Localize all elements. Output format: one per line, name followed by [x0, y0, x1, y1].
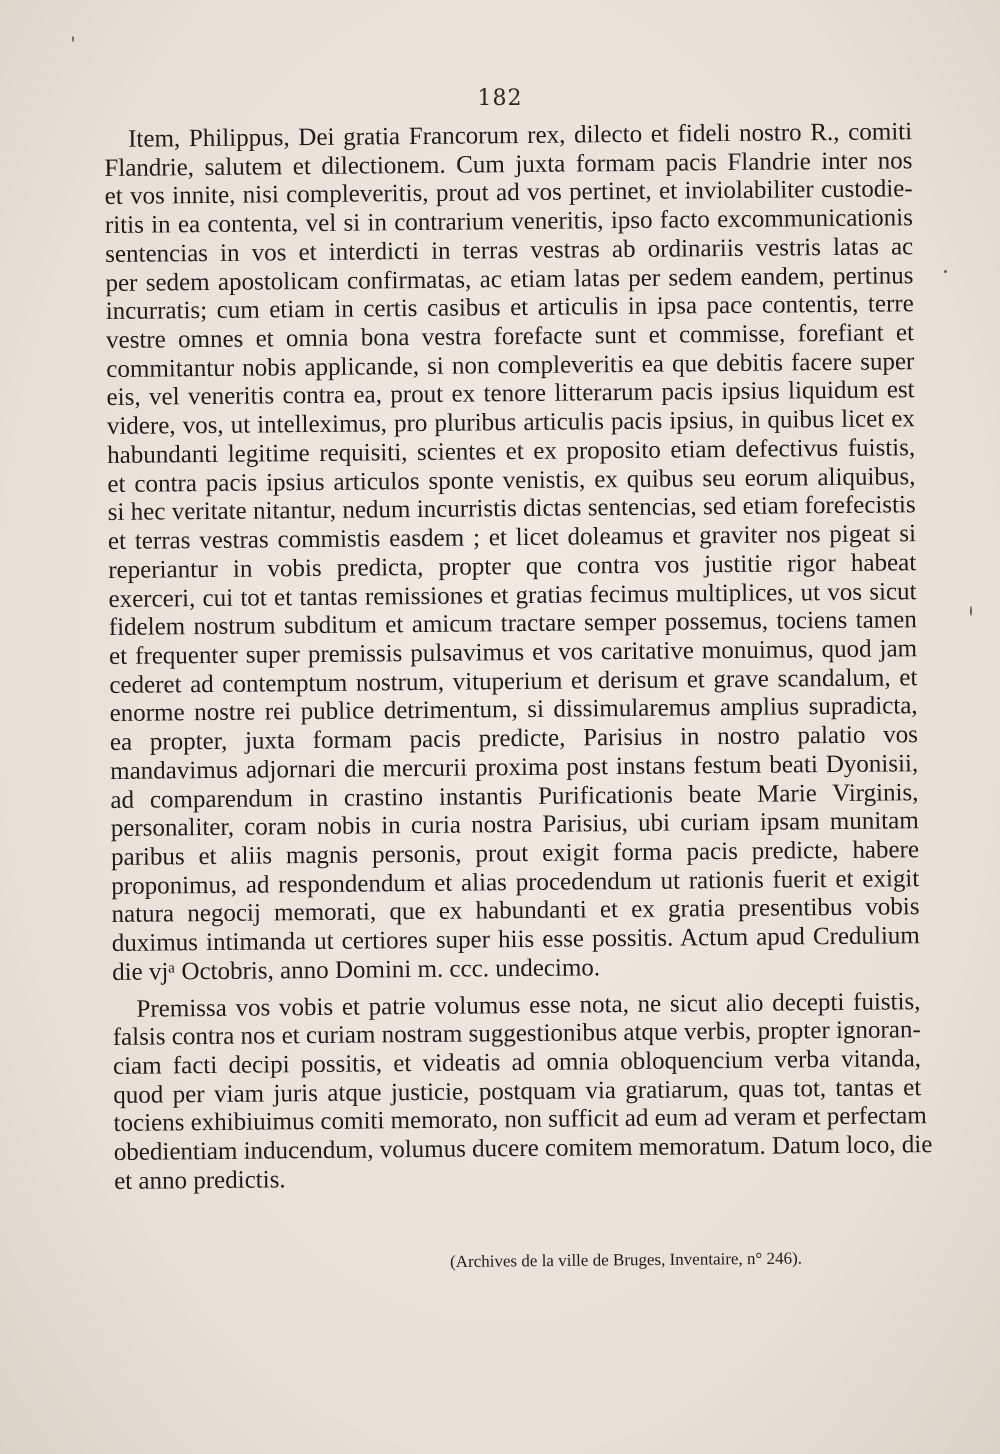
text-line: quod per viam juris atque justicie, postquam via gratiarum, quas tot, tantas et	[113, 1073, 922, 1109]
text-line: tociens exhibiuimus comiti memorato, non sufficit ad eum ad veram et perfectam	[113, 1102, 927, 1138]
text-line: enorme nostre rei publice detrimentum, si dissimularemus amplius supradicta,	[109, 692, 918, 728]
text-line: ad comparendum in crastino instantis Purificationis beate Marie Virginis,	[110, 778, 919, 814]
text-line: reperiantur in vobis predicta, propter que contra vos justitie rigor habeat	[108, 549, 917, 584]
text-line: sentencias in vos et interdicti in terras vestras ab ordinariis vestris latas ac	[105, 233, 914, 268]
text-line: videre, vos, ut intelleximus, pro pluribus articulis pacis ipsius, in quibus licet ex	[106, 405, 915, 441]
text-line: obedientiam inducendum, volumus ducere comitem memoratum. Datum loco, die	[113, 1131, 933, 1167]
text-line: vestre omnes et omnia bona vestra forefacte sunt et commisse, forefiant et	[105, 319, 915, 355]
text-line: et anno predictis.	[114, 1166, 286, 1195]
text-line: si hec veritate nitantur, nedum incurristis dictas sentencias, sed etiam forefecistis	[107, 491, 916, 527]
text-line: habundanti legitime requisiti, scientes et ex proposito etiam defectivus fuistis,	[107, 434, 916, 469]
archive-citation: (Archives de la ville de Bruges, Inventaire, n° 246).	[450, 1248, 803, 1271]
text-line: ciam facti decipi possitis, et videatis ad omnia obloquencium verba vitanda,	[112, 1045, 922, 1080]
paper-speck	[970, 606, 972, 616]
text-line: eis, vel veneritis contra ea, prout ex tenore litterarum pacis ipsius liquidum est	[106, 376, 915, 412]
text-line: Premissa vos vobis et patrie volumus esse nota, ne sicut alio decepti fuistis,	[136, 987, 921, 1023]
paper-speck	[72, 36, 74, 42]
text-line: ea propter, juxta formam pacis predicte, Parisius in nostro palatio vos	[109, 721, 919, 757]
text-line: falsis contra nos et curiam nostram suggestionibus atque verbis, propter ignoran-	[112, 1016, 921, 1052]
text-line: exerceri, cui tot et tantas remissiones et gratias fecimus multiplices, ut vos sicut	[108, 577, 917, 613]
text-line: mandavimus adjornari die mercurii proxima post instans festum beati Dyonisii,	[110, 750, 919, 785]
text-line: et terras vestras commistis easdem ; et licet doleamus et graviter nos pigeat si	[107, 520, 917, 556]
text-line: et vos innite, nisi compleveritis, prout ad vos pertinet, et inviolabiliter custodie-	[104, 175, 913, 211]
text-line: proponimus, ad respondendum et alias procedendum ut rationis fuerit et exigit	[111, 864, 920, 900]
text-line: personaliter, coram nobis in curia nostra Parisius, ubi curiam ipsam munitam	[110, 807, 919, 843]
text-line: per sedem apostolicam confirmatas, ac etiam latas per sedem eandem, pertinus	[105, 261, 914, 297]
text-line: paribus et aliis magnis personis, prout exigit forma pacis predicte, habere	[110, 836, 920, 871]
paragraph-2	[112, 987, 933, 1197]
text-line: die vjᵃ Octobris, anno Domini m. ccc. undecimo.	[111, 954, 601, 986]
text-line: Flandrie, salutem et dilectionem. Cum juxta formam pacis Flandrie inter nos	[104, 146, 913, 182]
text-line: fidelem nostrum subditum et amicum tractare semper possemus, tociens tamen	[108, 606, 917, 642]
text-line: incurratis; cum etiam in certis casibus et articulis in ipsa pace contentis, terre	[105, 290, 914, 326]
paragraph-1	[104, 118, 920, 987]
paper-speck	[944, 270, 947, 273]
text-line: cederet ad contemptum nostrum, vituperium et derisum et grave scandalum, et	[109, 663, 918, 699]
document-body	[104, 118, 933, 1196]
text-line: et frequenter super premissis pulsavimus et vos caritative monuimus, quod jam	[108, 635, 918, 670]
text-line: Item, Philippus, Dei gratia Francorum rex, dilecto et fideli nostro R., comiti	[127, 118, 913, 153]
page-number: 182	[477, 86, 523, 111]
text-line: ritis in ea contenta, vel si in contrarium veneritis, ipso facto excommunicationis	[104, 204, 914, 240]
text-line: et contra pacis ipsius articulos sponte venistis, ex quibus seu eorum aliquibus,	[107, 462, 916, 498]
text-line: natura negocij memorati, que ex habundanti et ex gratia presentibus vobis	[111, 893, 920, 929]
text-line: duximus intimanda ut certiores super hiis esse possitis. Actum apud Credulium	[111, 922, 920, 958]
text-line: commitantur nobis applicande, si non compleveritis ea que debitis facere super	[106, 347, 915, 383]
